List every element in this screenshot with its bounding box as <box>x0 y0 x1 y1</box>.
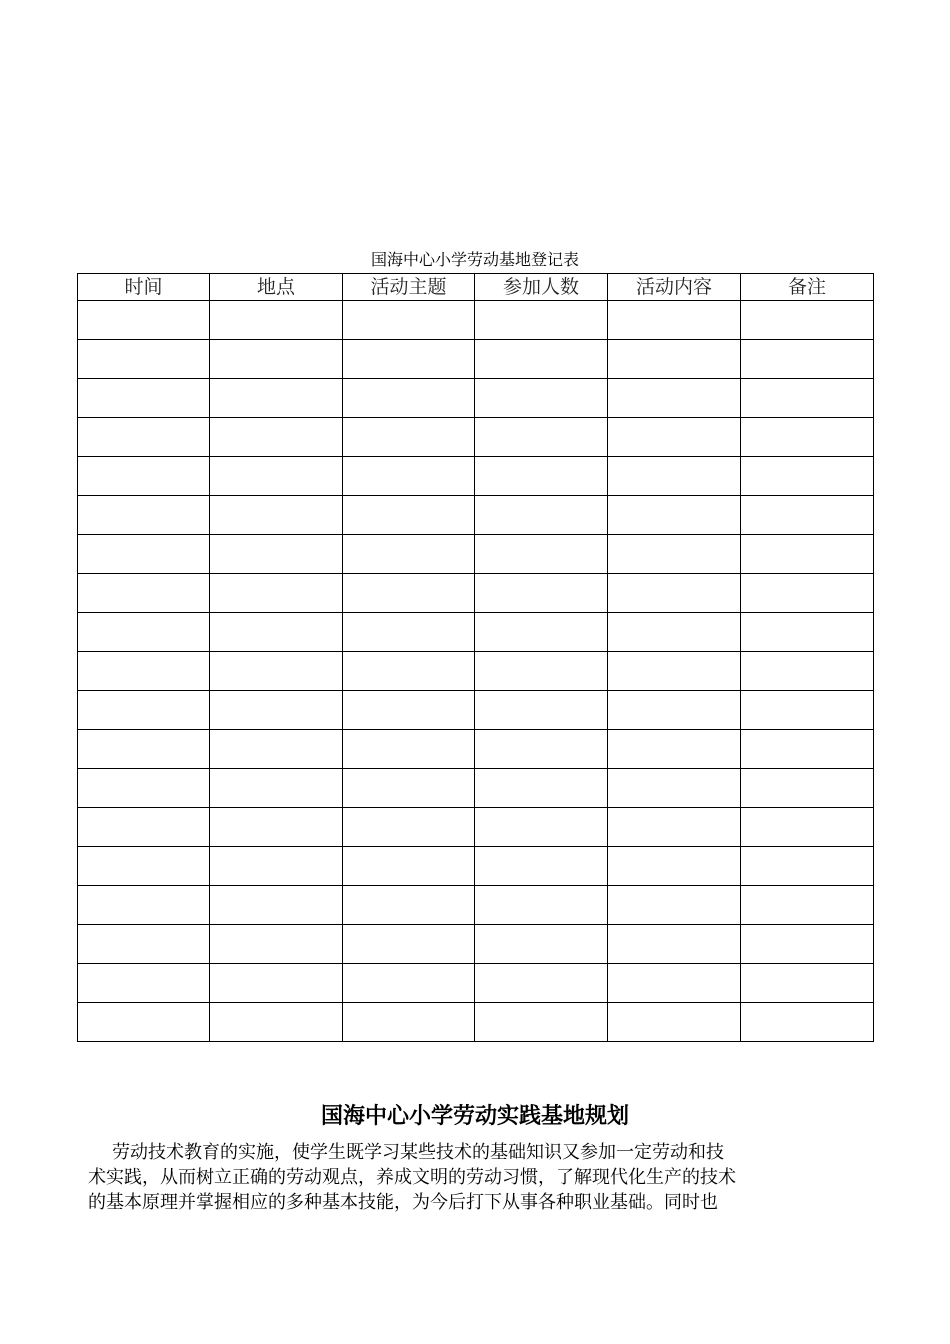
table-row <box>78 574 874 613</box>
table-cell <box>608 535 741 574</box>
table-cell <box>78 886 210 925</box>
table-caption: 国海中心小学劳动基地登记表 <box>370 250 579 269</box>
table-cell <box>741 457 874 496</box>
body-line: 术实践，从而树立正确的劳动观点，养成文明的劳动习惯，了解现代化生产的技术 <box>88 1167 736 1188</box>
table-cell <box>608 925 741 964</box>
table-row <box>78 964 874 1003</box>
table-row <box>78 340 874 379</box>
table-row <box>78 886 874 925</box>
table-cell <box>210 301 343 340</box>
table-cell <box>475 379 608 418</box>
table-cell <box>343 535 475 574</box>
table-cell <box>78 496 210 535</box>
header-location: 地点 <box>210 274 343 301</box>
table-row <box>78 301 874 340</box>
table-header-row <box>78 274 874 301</box>
table-cell <box>475 847 608 886</box>
header-theme: 活动主题 <box>343 274 475 301</box>
table-cell <box>78 379 210 418</box>
table-row <box>78 847 874 886</box>
table-row <box>78 379 874 418</box>
table-cell <box>608 379 741 418</box>
table-row <box>78 652 874 691</box>
table-cell <box>78 730 210 769</box>
table-cell <box>343 691 475 730</box>
table-row <box>78 925 874 964</box>
table-cell <box>343 925 475 964</box>
table-cell <box>343 847 475 886</box>
table-cell <box>608 847 741 886</box>
table-cell <box>741 535 874 574</box>
table-cell <box>608 730 741 769</box>
table-cell <box>608 808 741 847</box>
table-cell <box>475 496 608 535</box>
table-cell <box>608 1003 741 1042</box>
table-cell <box>210 379 343 418</box>
table-cell <box>343 808 475 847</box>
table-cell <box>475 457 608 496</box>
table-cell <box>741 652 874 691</box>
table-cell <box>741 340 874 379</box>
table-cell <box>608 886 741 925</box>
table-cell <box>210 535 343 574</box>
table-cell <box>475 730 608 769</box>
table-cell <box>741 613 874 652</box>
table-cell <box>475 613 608 652</box>
table-cell <box>741 730 874 769</box>
table-cell <box>343 379 475 418</box>
table-cell <box>78 847 210 886</box>
table-cell <box>608 340 741 379</box>
table-cell <box>475 808 608 847</box>
table-cell <box>475 418 608 457</box>
table-cell <box>608 691 741 730</box>
table-cell <box>343 613 475 652</box>
table-cell <box>78 964 210 1003</box>
table-cell <box>475 769 608 808</box>
table-cell <box>343 964 475 1003</box>
table-cell <box>608 652 741 691</box>
table-cell <box>475 1003 608 1042</box>
table-cell <box>210 496 343 535</box>
table-cell <box>343 1003 475 1042</box>
table-cell <box>608 769 741 808</box>
table-cell <box>343 652 475 691</box>
table-cell <box>475 340 608 379</box>
table-cell <box>343 769 475 808</box>
table-cell <box>741 379 874 418</box>
table-cell <box>210 1003 343 1042</box>
table-row <box>78 691 874 730</box>
table-cell <box>475 691 608 730</box>
table-cell <box>475 886 608 925</box>
table-cell <box>78 457 210 496</box>
table-cell <box>741 964 874 1003</box>
table-cell <box>741 574 874 613</box>
table-cell <box>475 574 608 613</box>
table-cell <box>741 691 874 730</box>
table-cell <box>78 808 210 847</box>
table-cell <box>608 301 741 340</box>
header-remarks: 备注 <box>741 274 874 301</box>
table-cell <box>78 769 210 808</box>
table-cell <box>475 535 608 574</box>
table-row <box>78 457 874 496</box>
table-cell <box>741 1003 874 1042</box>
body-line: 劳动技术教育的实施，使学生既学习某些技术的基础知识又参加一定劳动和技 <box>112 1142 724 1163</box>
table-cell <box>343 496 475 535</box>
table-cell <box>475 301 608 340</box>
table-cell <box>741 886 874 925</box>
table-row <box>78 730 874 769</box>
header-time: 时间 <box>78 274 210 301</box>
table-cell <box>210 925 343 964</box>
table-cell <box>343 574 475 613</box>
table-cell <box>78 925 210 964</box>
table-cell <box>78 1003 210 1042</box>
table-cell <box>608 418 741 457</box>
table-body <box>78 301 874 1042</box>
table-cell <box>343 457 475 496</box>
body-line: 的基本原理并掌握相应的多种基本技能，为今后打下从事各种职业基础。同时也 <box>88 1192 718 1213</box>
table-cell <box>475 925 608 964</box>
table-cell <box>210 457 343 496</box>
table-cell <box>741 769 874 808</box>
table-cell <box>741 847 874 886</box>
table-cell <box>741 925 874 964</box>
table-row <box>78 769 874 808</box>
table-cell <box>741 496 874 535</box>
table-cell <box>608 574 741 613</box>
table-row <box>78 613 874 652</box>
table-cell <box>210 613 343 652</box>
document-title: 国海中心小学劳动实践基地规划 <box>320 1103 629 1129</box>
table-cell <box>343 418 475 457</box>
table-cell <box>741 301 874 340</box>
table-cell <box>608 613 741 652</box>
table-cell <box>608 964 741 1003</box>
table-cell <box>210 808 343 847</box>
table-cell <box>210 964 343 1003</box>
table-cell <box>210 574 343 613</box>
table-cell <box>78 418 210 457</box>
table-cell <box>608 496 741 535</box>
table-cell <box>210 847 343 886</box>
table-cell <box>78 691 210 730</box>
table-cell <box>78 574 210 613</box>
table-cell <box>210 769 343 808</box>
table-cell <box>78 613 210 652</box>
table-cell <box>343 886 475 925</box>
table-cell <box>210 652 343 691</box>
table-cell <box>210 730 343 769</box>
table-cell <box>210 691 343 730</box>
register-table <box>77 273 874 1042</box>
table-cell <box>475 652 608 691</box>
table-cell <box>210 418 343 457</box>
table-cell <box>343 301 475 340</box>
table-row <box>78 496 874 535</box>
table-cell <box>78 301 210 340</box>
table-row <box>78 418 874 457</box>
table-cell <box>78 340 210 379</box>
table-cell <box>78 652 210 691</box>
table-cell <box>475 964 608 1003</box>
table-row <box>78 1003 874 1042</box>
table-cell <box>210 886 343 925</box>
table-row <box>78 535 874 574</box>
table-cell <box>210 340 343 379</box>
table-cell <box>343 730 475 769</box>
table-cell <box>343 340 475 379</box>
table-cell <box>608 457 741 496</box>
table-cell <box>741 418 874 457</box>
table-cell <box>78 535 210 574</box>
header-participants: 参加人数 <box>475 274 608 301</box>
document-body <box>88 1140 866 1215</box>
table-cell <box>741 808 874 847</box>
table-row <box>78 808 874 847</box>
header-content: 活动内容 <box>608 274 741 301</box>
